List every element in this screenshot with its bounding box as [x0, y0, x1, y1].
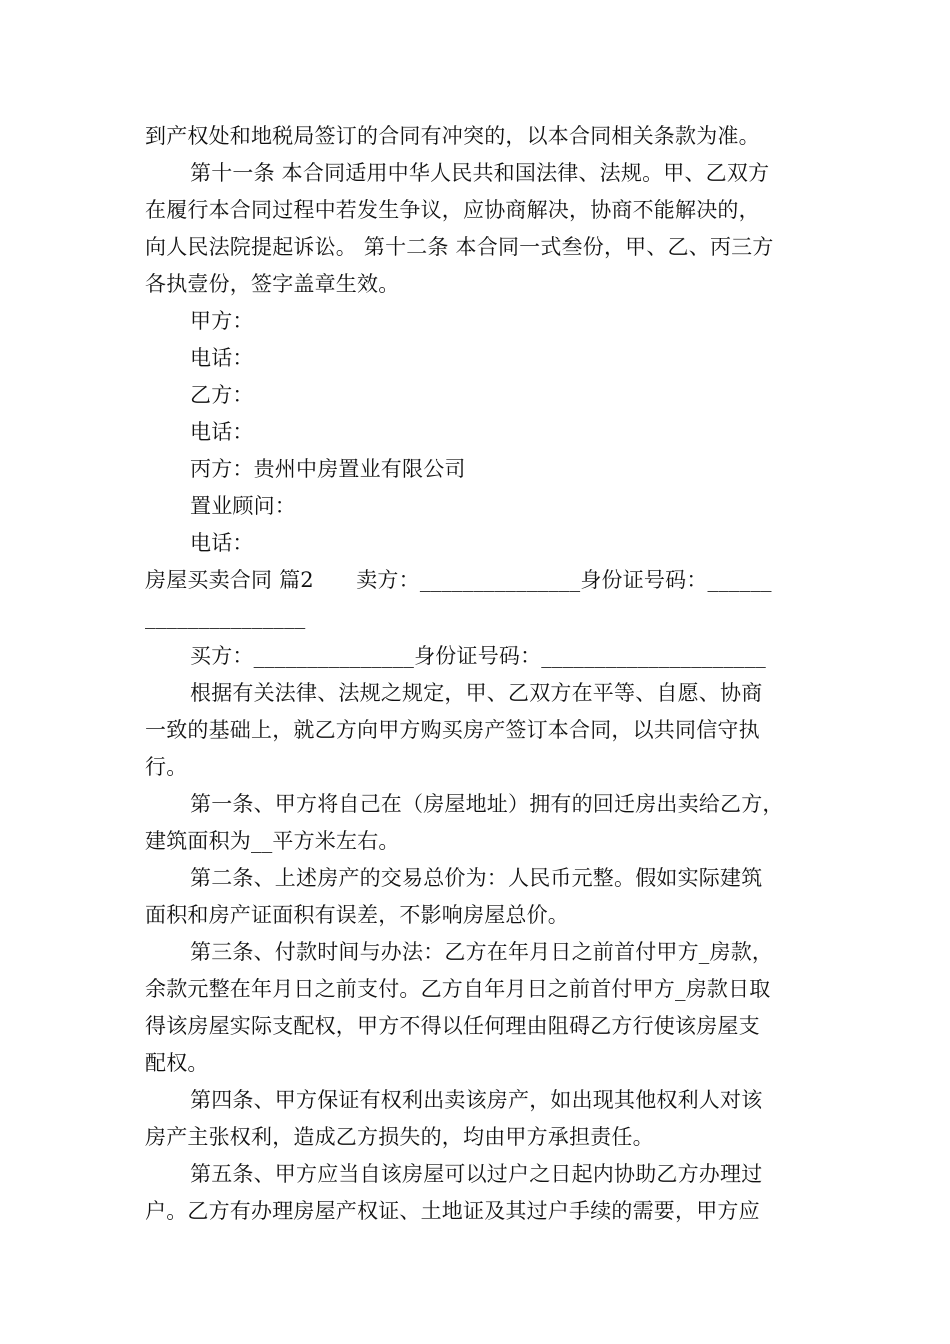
article-5-line: 第五条、甲方应当自该房屋可以过户之日起内协助乙方办理过: [190, 1162, 763, 1186]
consultant-label: 置业顾问：: [190, 494, 296, 518]
contract-2-heading: 房屋买卖合同 篇2 卖方：_______________身份证号码：______: [145, 568, 772, 592]
text-line: 行。: [145, 755, 188, 779]
text-line: 配权。: [145, 1051, 209, 1075]
text-line: 向人民法院提起诉讼。 第十二条 本合同一式叁份，甲、乙、丙三方: [145, 235, 774, 259]
text-line: 建筑面积为__平方米左右。: [145, 829, 400, 853]
phone-label: 电话：: [190, 420, 254, 444]
article-2-line: 第二条、上述房产的交易总价为：人民币元整。假如实际建筑: [190, 866, 763, 890]
buyer-line: 买方：_______________身份证号码：_____________________: [190, 644, 766, 668]
text-line: 在履行本合同过程中若发生争议，应协商解决，协商不能解决的，: [145, 198, 760, 222]
article-3-line: 第三条、付款时间与办法：乙方在年月日之前首付甲方_房款，: [190, 940, 774, 964]
party-c-label: 丙方：贵州中房置业有限公司: [190, 457, 466, 481]
document-page: [145, 118, 815, 1230]
text-line: 房产主张权利，造成乙方损失的，均由甲方承担责任。: [145, 1125, 654, 1149]
text-line: 各执壹份，签字盖章生效。: [145, 272, 400, 296]
phone-label: 电话：: [190, 531, 254, 555]
article-11-line: 第十一条 本合同适用中华人民共和国法律、法规。甲、乙双方: [190, 161, 770, 185]
text-line: 面积和房产证面积有误差，不影响房屋总价。: [145, 903, 569, 927]
preamble-line: 根据有关法律、法规之规定，甲、乙双方在平等、自愿、协商: [190, 681, 763, 705]
text-line: 余款元整在年月日之前支付。乙方自年月日之前首付甲方_房款日取: [145, 977, 771, 1001]
article-4-line: 第四条、甲方保证有权利出卖该房产，如出现其他权利人对该: [190, 1088, 763, 1112]
party-b-label: 乙方：: [190, 383, 254, 407]
text-line: 一致的基础上，就乙方向甲方购买房产签订本合同，以共同信守执: [145, 718, 760, 742]
article-1-line: 第一条、甲方将自己在（房屋地址）拥有的回迁房出卖给乙方，: [190, 792, 784, 816]
text-line: 得该房屋实际支配权，甲方不得以任何理由阻碍乙方行使该房屋支: [145, 1014, 760, 1038]
text-line: _______________: [145, 605, 306, 629]
party-a-label: 甲方：: [190, 309, 254, 333]
text-line: 户。乙方有办理房屋产权证、土地证及其过户手续的需要，甲方应: [145, 1199, 760, 1223]
text-line: 到产权处和地税局签订的合同有冲突的，以本合同相关条款为准。: [145, 124, 760, 148]
phone-label: 电话：: [190, 346, 254, 370]
